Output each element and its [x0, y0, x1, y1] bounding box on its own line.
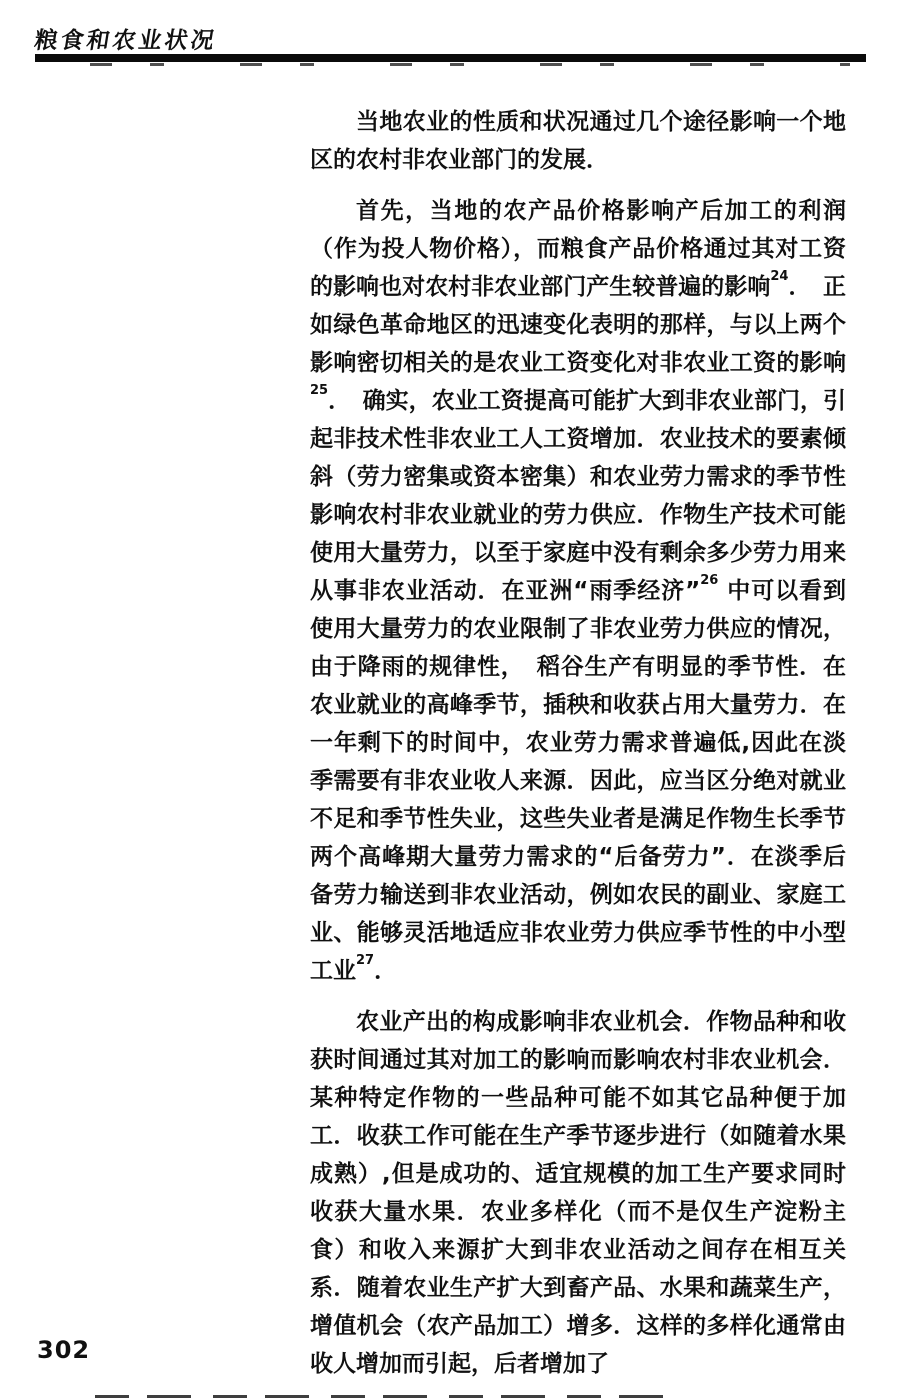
footnote-reference: 26 — [700, 572, 719, 588]
footnote-reference: 27 — [356, 952, 375, 968]
paragraph: 首先，当地的农产品价格影响产后加工的利润（作为投人物价格），而粮食产品价格通过其对工资的影响也对农村非农业部门产生较普遍的影响$^{24}$． 正如绿色革命地区的迅速变化表明的那样，与以上两个影响密切相关的是农业工资变化对非农业工资的影响$^{25}$． 确实，农业工资提高可能扩大到非农业部门，引起非技术性非农业工人工资增加．农业技术的要素倾斜（劳力密集或资本密集）和农业劳力需求的季节性影响农村非农业就业的劳力供应．作物生产技术可能使用大量劳力，以至于家庭中没有剩余多少劳力用来从事非农业活动．在亚洲“雨季经济”$^{26}$ 中可以看到使用大量劳力的农业限制了非农业劳力供应的情况，由于降雨的规律性， 稻谷生产有明显的季节性．在农业就业的高峰季节，插秧和收获占用大量劳力．在一年剩下的时间中，农业劳力需求普遍低,因此在淡季需要有非农业收人来源．因此，应当区分绝对就业不足和季节性失业，这些失业者是满足作物生长季节两个高峰期大量劳力需求的“后备劳力”．在淡季后备劳力输送到非农业活动，例如农民的副业、家庭工业、能够灵活地适应非农业劳力供应季节性的中小型工业$^{27}$． — [310, 198, 847, 984]
header-rule — [35, 54, 866, 62]
paragraph: 农业产出的构成影响非农业机会．作物品种和收获时间通过其对加工的影响而影响农村非农业机会．某种特定作物的一些品种可能不如其它品种便于加工．收获工作可能在生产季节逐步进行（如随着水果成熟）,但是成功的、适宜规模的加工生产要求同时收获大量水果．农业多样化（而不是仅生产淀粉主食）和收入来源扩大到非农业活动之间存在相互关系．随着农业生产扩大到畜产品、水果和蔬菜生产，增值机会（农产品加工）增多．这样的多样化通常由收人增加而引起，后者增加了 — [310, 1009, 846, 1377]
paragraph: 当地农业的性质和状况通过几个途径影响一个地区的农村非农业部门的发展． — [310, 109, 846, 173]
running-header-title: 粮食和农业状况 — [32, 28, 219, 54]
footnote-reference: 25 — [310, 382, 329, 398]
scan-edge-artifact — [95, 1395, 685, 1398]
header-rule-scan-texture — [90, 63, 850, 66]
footnote-reference: 24 — [770, 268, 789, 284]
body-text-block — [310, 103, 846, 1383]
page-number: 302 — [37, 1336, 91, 1364]
